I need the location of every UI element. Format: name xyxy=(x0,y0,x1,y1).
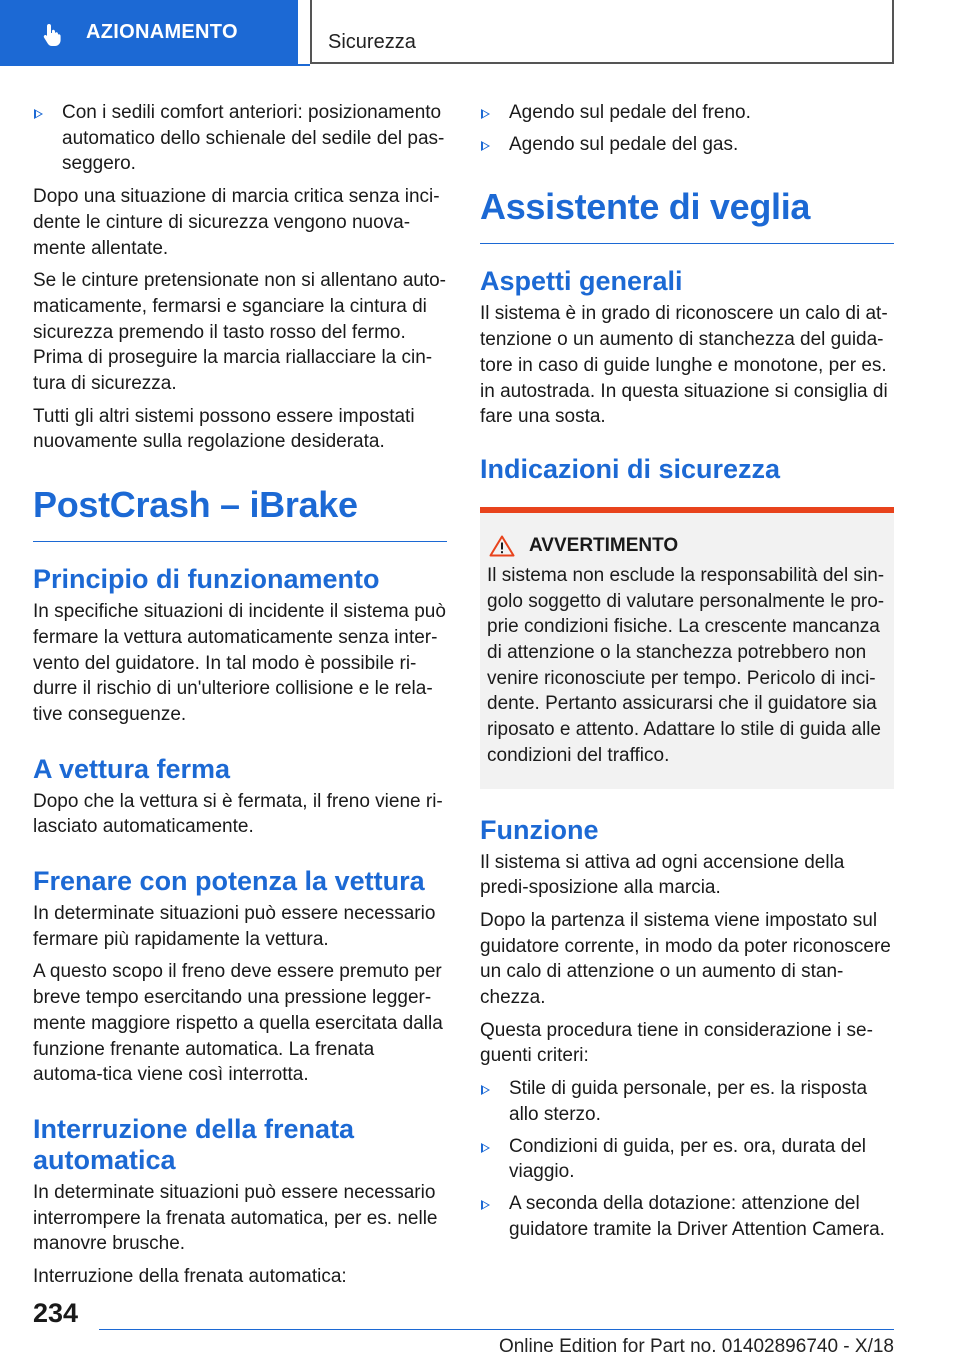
left-column xyxy=(33,100,447,1297)
chapter-tab[interactable] xyxy=(0,0,298,64)
heading-frenare: Frenare con potenza la vettura xyxy=(33,866,425,897)
paragraph: In specifiche situazioni di incidente il sistema può fermare la vettura automaticamente senza inter-vento del guidatore. In tal modo è possibile ri-durre il rischio di un'ulteriore collisione e le rela-tive conseguenze. xyxy=(33,601,446,725)
paragraph: In determinate situazioni può essere necessario interrompere la frenata automatica, per es. nelle manovre brusche. xyxy=(33,1181,438,1255)
paragraph: Dopo che la vettura si è fermata, il freno viene ri-lasciato automaticamente. xyxy=(33,790,443,838)
list-item: Agendo sul pedale del gas. xyxy=(480,132,894,158)
paragraph: Dopo una situazione di marcia critica senza inci-dente le cinture di sicurezza vengono nuova-mente allentate. xyxy=(33,186,440,259)
heading-vettura-ferma: A vettura ferma xyxy=(33,753,231,784)
warning-box xyxy=(480,507,894,789)
bullet-triangle-icon xyxy=(481,1200,490,1210)
paragraph: Il sistema è in grado di riconoscere un calo di at-tenzione o un aumento di stanchezza del guida-tore in caso di guide lunghe e monotone, per es. in autostrada. In questa situazione si consiglia di fare una sosta. xyxy=(480,303,888,428)
bullet-triangle-icon xyxy=(481,109,490,119)
list-item: Condizioni di guida, per es. ora, durata del viaggio. xyxy=(480,1134,894,1185)
paragraph: Questa procedura tiene in considerazione i se-guenti criteri: xyxy=(480,1019,873,1067)
bullet-list xyxy=(480,100,894,157)
section-header-box xyxy=(310,0,894,64)
paragraph: A questo scopo il freno deve essere premuto per breve tempo esercitando una pressione legger-mente maggiore rispetto a quella esercitata dalla funzione frenante automatica. La frenata automa-tica viene così interrotta. xyxy=(33,961,443,1086)
section-heading-postcrash: PostCrash – iBrake xyxy=(33,483,447,542)
bullet-triangle-icon xyxy=(481,141,490,151)
warning-title: AVVERTIMENTO xyxy=(487,535,888,557)
warning-triangle-icon xyxy=(489,535,515,557)
bullet-list xyxy=(33,100,447,177)
heading-principio: Principio di funzionamento xyxy=(33,564,380,595)
bullet-triangle-icon xyxy=(481,1143,490,1153)
footer-rule xyxy=(99,1329,894,1330)
bullet-list xyxy=(480,1076,894,1242)
paragraph: Il sistema si attiva ad ogni accensione della predi-sposizione alla marcia. xyxy=(480,851,845,899)
paragraph: Se le cinture pretensionate non si allentano auto-maticamente, fermarsi e sganciare la cintura di sicurezza premendo il tasto rosso del fermo. Prima di proseguire la marcia riallacciare la cin-tura di sicurezza. xyxy=(33,270,446,395)
heading-indicazioni: Indicazioni di sicurezza xyxy=(480,453,781,484)
bullet-triangle-icon xyxy=(481,1085,490,1095)
section-heading-assistente: Assistente di veglia xyxy=(480,185,894,244)
list-item: Agendo sul pedale del freno. xyxy=(480,100,894,126)
chapter-tab-label: AZIONAMENTO xyxy=(86,21,238,43)
section-title: Sicurezza xyxy=(328,31,416,53)
heading-funzione: Funzione xyxy=(480,814,599,845)
paragraph: Interruzione della frenata automatica: xyxy=(33,1266,347,1288)
paragraph: In determinate situazioni può essere necessario fermare più rapidamente la vettura. xyxy=(33,903,436,950)
heading-aspetti: Aspetti generali xyxy=(480,266,683,297)
warning-text: Il sistema non esclude la responsabilità del sin-golo soggetto di valutare personalmente le pro-prie condizioni fisiche. La crescente mancanza di attenzione o la stanchezza potrebbero non venire riconosciute per tempo. Pericolo di inci-dente. Pertanto assicurarsi che il guidatore sia riposato e attento. Adattare lo stile di guida alle condizioni del traffico. xyxy=(487,564,885,766)
right-column xyxy=(480,100,894,1249)
heading-interruzione: Interruzione della frenata automatica xyxy=(33,1113,355,1175)
page-number: 234 xyxy=(33,1298,79,1328)
header-rule xyxy=(0,64,310,66)
hand-pointer-icon xyxy=(40,22,66,48)
list-item: Con i sedili comfort anteriori: posizionamento automatico dello schienale del sedile del pas-seggero. xyxy=(33,100,447,177)
paragraph: Dopo la partenza il sistema viene impostato sul guidatore corrente, in modo da poter riconoscere un calo di attenzione o un aumento di stan-chezza. xyxy=(480,909,891,1009)
edition-text: Online Edition for Part no. 01402896740 - X/18 xyxy=(498,1336,894,1357)
list-item: A seconda della dotazione: attenzione del guidatore tramite la Driver Attention Camera. xyxy=(480,1191,894,1242)
bullet-triangle-icon xyxy=(34,109,43,119)
list-item: Stile di guida personale, per es. la risposta allo sterzo. xyxy=(480,1076,894,1127)
paragraph: Tutti gli altri sistemi possono essere impostati nuovamente sulla regolazione desiderata. xyxy=(33,405,415,453)
